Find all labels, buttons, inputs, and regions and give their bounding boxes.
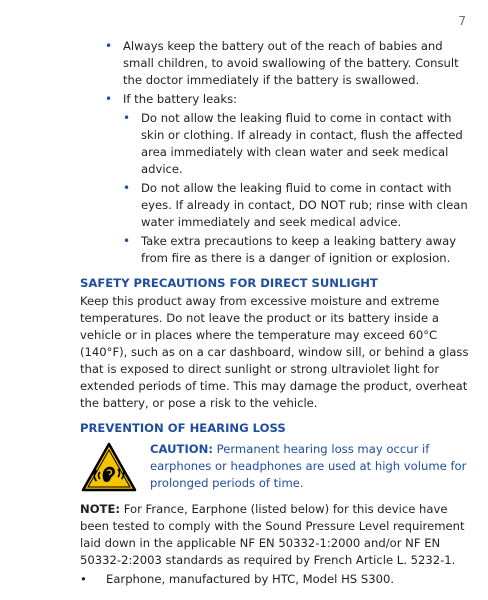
page-number: 7 — [458, 14, 466, 28]
list-item — [123, 233, 472, 267]
sunlight-paragraph: Keep this product away from excessive moisture and extreme temperatures. Do not leave the product or its battery inside a vehicle or in places where the temperature may exceed 60°C (140°F), such as on a car dashboard, window sill, or behind a glass that is exposed to direct sunlight or strong ultraviolet light for extended periods of time. This may damage the product, overheat the battery, or pose a risk to the vehicle. — [80, 294, 469, 410]
list-item — [105, 91, 472, 267]
bullet-text: Do not allow the leaking fluid to come in contact with eyes. If already in contact, DO NOT rub; rinse with clean water immediately and seek medical advice. — [141, 181, 468, 229]
caution-body: Permanent hearing loss may occur if earphones or headphones are used at high volume for prolonged periods of time. — [150, 442, 467, 490]
page-content — [80, 38, 472, 588]
list-item — [123, 180, 472, 231]
bullet-text: If the battery leaks: — [123, 92, 238, 106]
hearing-heading: PREVENTION OF HEARING LOSS — [80, 421, 286, 435]
bullet-text: Do not allow the leaking fluid to come in contact with skin or clothing. If already in contact, flush the affected area immediately with clean water and seek medical advice. — [141, 111, 463, 176]
leak-bullet-list — [123, 110, 472, 267]
list-item — [105, 38, 472, 89]
sunlight-heading: SAFETY PRECAUTIONS FOR DIRECT SUNLIGHT — [80, 276, 378, 290]
battery-bullet-list — [105, 38, 472, 267]
note-paragraph — [80, 501, 472, 569]
list-item — [123, 110, 472, 178]
note-body: For France, Earphone (listed below) for this device have been tested to comply with the Sound Pressure Level requirement laid down in the applicable NF EN 50332-1:2000 and/or NF EN 50332-2:2003 standards as required by French Article L. 5232-1. — [80, 502, 465, 567]
bullet-text: Take extra precautions to keep a leaking battery away from fire as there is a danger of ignition or explosion. — [141, 234, 457, 265]
hearing-caution-block — [80, 441, 472, 493]
caution-text — [150, 441, 472, 492]
note-label: NOTE: — [80, 502, 121, 516]
caution-label: CAUTION: — [150, 442, 213, 456]
earphone-bullet: • Earphone, manufactured by HTC, Model HS S300. — [80, 571, 472, 588]
bullet-text: Always keep the battery out of the reach of babies and small children, to avoid swallowing of the battery. Consult the doctor immediately if the battery is swallowed. — [123, 39, 459, 87]
hearing-warning-icon — [80, 441, 138, 493]
